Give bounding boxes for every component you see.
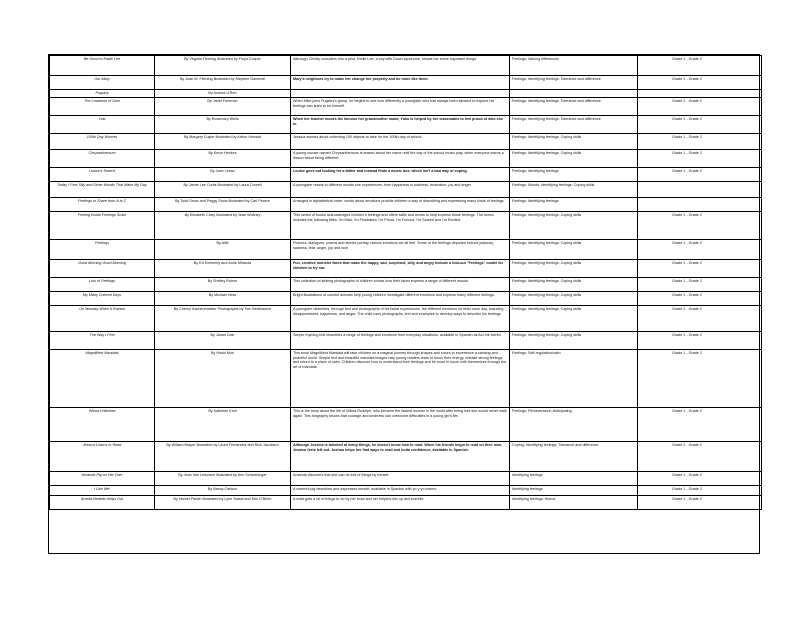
grade-cell: Grade 1 - Grade 2 xyxy=(638,496,762,510)
themes-cell: Feelings; Valuing differences xyxy=(510,56,638,76)
author-cell: By Jamie Lee Curtis Illustrated by Laura Cornell xyxy=(155,182,291,198)
themes-cell: Feelings; Perseverance; Anticipating xyxy=(510,408,638,442)
title-cell: Our Mary xyxy=(50,76,155,90)
table-row xyxy=(50,306,762,332)
table-row xyxy=(50,278,762,292)
grade-cell xyxy=(638,198,762,212)
themes-cell: Feelings; Identifying feelings; Coping skills xyxy=(510,150,638,168)
grade-cell: Grade 1 - Grade 2 xyxy=(638,260,762,278)
table-row xyxy=(50,350,762,408)
table-row xyxy=(50,90,762,98)
summary-cell: A cheerful pig describes and expresses herself, available in Spanish with yo y yo mismo. xyxy=(291,486,510,496)
grade-cell: Grade 1 - Grade 2 xyxy=(638,212,762,240)
book-list-sheet xyxy=(48,54,760,554)
title-cell: Pugsley xyxy=(50,90,155,98)
themes-cell: Feelings; Identifying feelings; Coping skills xyxy=(510,306,638,332)
themes-cell: Feelings; Identifying feelings; Tolerance and difference xyxy=(510,98,638,116)
table-row xyxy=(50,150,762,168)
title-cell: Today I Feel Silly and Other Moods That Make My Day xyxy=(50,182,155,198)
author-cell: By Shelley Rotner xyxy=(155,278,291,292)
table-row xyxy=(50,198,762,212)
themes-cell: Feelings; Identifying feelings; Coping skills xyxy=(510,278,638,292)
title-cell: The Lowdown of Sam xyxy=(50,98,155,116)
summary-cell: A maid gets a lot of things to do by her boss and her helpers mix up and bumble. xyxy=(291,496,510,510)
table-row xyxy=(50,292,762,306)
title-cell: Feelings to Share from A to Z xyxy=(50,198,155,212)
grade-cell: Grade 1 - Grade 2 xyxy=(638,350,762,408)
summary-cell: Simple rhyming text describes a range of feelings and emotions from everyday situations, available in Spanish as Así me siento. xyxy=(291,332,510,350)
themes-cell: Feelings; Identifying feelings; Tolerance and difference xyxy=(510,116,638,134)
grade-cell: Grade 1 - Grade 2 xyxy=(638,98,762,116)
author-cell: By Elizabeth Crary Illustrated by Jean Whitney xyxy=(155,212,291,240)
grade-cell xyxy=(638,182,762,198)
table-row xyxy=(50,240,762,260)
grade-cell: Grade 1 - Grade 2 xyxy=(638,240,762,260)
author-cell: By Janet Freeman xyxy=(155,98,291,116)
author-cell: By Michael Hess xyxy=(155,292,291,306)
table-row xyxy=(50,182,762,198)
grade-cell: Grade 1 - Grade 2 xyxy=(638,168,762,182)
table-row xyxy=(50,332,762,350)
themes-cell: Feelings; Moods; Identifying feelings; Coping skills xyxy=(510,182,638,198)
table-row xyxy=(50,442,762,472)
themes-cell: Coping; Identifying feelings; Tolerance and difference xyxy=(510,442,638,472)
author-cell: By Jean M. Fleming Illustrated by Stephen Gammell xyxy=(155,76,291,90)
author-cell: By Kathleen Krull xyxy=(155,408,291,442)
grade-cell: Grade 1 - Grade 2 xyxy=(638,76,762,90)
grade-cell: Grade 1 - Grade 2 xyxy=(638,486,762,496)
author-cell: By Todd Snow and Peggy Snow Illustrated by Carl Pearce xyxy=(155,198,291,212)
title-cell: Yuki xyxy=(50,116,155,134)
summary-cell: Bright illustrations of colorful animals help young children investigate different emotions and express many different feelings. xyxy=(291,292,510,306)
themes-cell: Feelings; Identifying feelings xyxy=(510,168,638,182)
author-cell: By Hiroki Mori xyxy=(155,350,291,408)
summary-cell xyxy=(291,90,510,98)
author-cell: By Kevin Henkes xyxy=(155,150,291,168)
table-body xyxy=(50,56,762,510)
author-cell: By Harriet Parish Illustrated by Lynn Sweat and Erin O'Brien xyxy=(155,496,291,510)
themes-cell: Identifying feelings; Humor xyxy=(510,496,638,510)
title-cell: Feeling Inside Feelings Scale xyxy=(50,212,155,240)
summary-cell: Arranged in alphabetical order, words about emotions provide children a way of describing and expressing many kinds of feelings. xyxy=(291,198,510,212)
grade-cell: Grade 1 - Grade 2 xyxy=(638,332,762,350)
table-row xyxy=(50,134,762,150)
grade-cell: Grade 1 - Grade 2 xyxy=(638,134,762,150)
author-cell: By Ed Emberley and Anne Miranda xyxy=(155,260,291,278)
summary-cell: Although Christy considers him a pest, Eddie Lee, a boy with Down syndrome, shows her some important things. xyxy=(291,56,510,76)
table-row xyxy=(50,168,762,182)
author-cell: By Virginia Fleming Illustrated by Floyd Cooper xyxy=(155,56,291,76)
table-row xyxy=(50,76,762,90)
author-cell: By Jean Van Leeuwen Illustrated by Ann Schweninger xyxy=(155,472,291,486)
title-cell: On Monday When It Rained xyxy=(50,306,155,332)
author-cell: By Aliki xyxy=(155,240,291,260)
table-row xyxy=(50,486,762,496)
summary-cell: A youngster describes, through text and photographs of his facial expressions, the different emotions he feels each day, including disappointment, happiness, and anger. The child uses photographs, text and examples to develop ways to describe his feelings. xyxy=(291,306,510,332)
themes-cell: Feelings; Identifying feelings; Coping skills xyxy=(510,332,638,350)
table-row xyxy=(50,408,762,442)
themes-cell: Feelings; Identifying feelings; Coping skills xyxy=(510,134,638,150)
title-cell: Feelings xyxy=(50,240,155,260)
title-cell: 100th Day Worries xyxy=(50,134,155,150)
summary-cell: Fun, creative monster faces that make the happy, sad, surprised, silly, and angry include a fold-out "Feelings" model for children to try out. xyxy=(291,260,510,278)
themes-cell: Feelings; Identifying feelings; Coping skills xyxy=(510,212,638,240)
summary-cell: Louise goes out looking for a father and instead finds a music box, which isn't a bad way of coping. xyxy=(291,168,510,182)
title-cell: Wilma Unlimited xyxy=(50,408,155,442)
author-cell: By Joan Lexau xyxy=(155,168,291,182)
title-cell: Louise's Search xyxy=(50,168,155,182)
summary-cell: This series of books acknowledges children's feelings and offers skills and words to help express those feelings. The series includes the following titles: I'm Mad, I'm Frustrated, I'm Proud, I'm Furious, I'm Scared and I'm Excited. xyxy=(291,212,510,240)
grade-cell: Grade 1 - Grade 2 xyxy=(638,292,762,306)
summary-cell: A young mouse named Chrysanthemum is teased about her name until the day of the school music play, when everyone learns a lesson about being different. xyxy=(291,150,510,168)
summary-cell: Although Jessica is talented at many things, he doesn't know how to read. When his friends begin to read on their own, Jessica feels left out. Joshua helps her find ways to read and build confidence, available in Spanish. xyxy=(291,442,510,472)
themes-cell xyxy=(510,90,638,98)
summary-cell: When her teacher mocks the kimono her grandmother made, Yoko is helped by her classmates to feel proud of who she is. xyxy=(291,116,510,134)
author-cell: By Janan Cain xyxy=(155,332,291,350)
summary-cell: This is the story about the life of Wilma Rudolph, who became the fastest woman in the world after being told she would never walk again. This biography shows that courage and kindness can overcome difficulties in a young girl's life. xyxy=(291,408,510,442)
summary-cell: Mary's neighbors try to make her change her property and be more like them. xyxy=(291,76,510,90)
table-row xyxy=(50,472,762,486)
grade-cell: Grade 1 - Grade 2 xyxy=(638,150,762,168)
summary-cell: When Mike joins Pugsley's group, he begins to see how differently a youngster who has always been allowed to explore his feelings can learn to be himself. xyxy=(291,98,510,116)
grade-cell xyxy=(638,90,762,98)
author-cell: By Cherryl Kachenmeister Photographs by Tom Berthiaume xyxy=(155,306,291,332)
grade-cell: Grade 1 - Grade 2 xyxy=(638,442,762,472)
themes-cell: Feelings; Identifying feelings xyxy=(510,198,638,212)
table-row xyxy=(50,98,762,116)
title-cell: Lots of Feelings xyxy=(50,278,155,292)
title-cell: Good Morning Good Morning xyxy=(50,260,155,278)
author-cell: By Rosemary Wells xyxy=(155,116,291,134)
title-cell: I Like Me! xyxy=(50,486,155,496)
grade-cell: Grade 1 - Grade 2 xyxy=(638,56,762,76)
grade-cell: Grade 1 - Grade 2 xyxy=(638,306,762,332)
summary-cell: Amanda discovers that she can do lots of things by herself. xyxy=(291,472,510,486)
themes-cell: Feelings; Identifying feelings; Coping skills xyxy=(510,260,638,278)
summary-cell: Jessica worries about collecting 100 objects to take for the 100th day of school. xyxy=(291,134,510,150)
themes-cell: Feelings; Self-regulation/calm xyxy=(510,350,638,408)
title-cell: My Many Colored Days xyxy=(50,292,155,306)
title-cell: The Way I Feel xyxy=(50,332,155,350)
table-row xyxy=(50,116,762,134)
author-cell: By William Brayer Illustrated by Laura Fernandez and Rick Jacobson xyxy=(155,442,291,472)
themes-cell: Feelings; Identifying feelings; Tolerance and difference xyxy=(510,76,638,90)
summary-cell: This book Magnifilent Mandala will take children on a magical journey through shapes and colors to experience a calming and peaceful world. Simple text and beautiful mandala images help young readers learn to focus their energy, release strong feelings and return to a place of calm. Children discover how to understand their feelings and be more in touch with themselves through the art of mandala. xyxy=(291,350,510,408)
table-row xyxy=(50,496,762,510)
summary-cell: Pictures, dialogues, poems and stories portray various emotions we all feel. Some of the feelings depicted include jealousy, sadness, fear, anger, joy and love. xyxy=(291,240,510,260)
table-row xyxy=(50,260,762,278)
grade-cell: Grade 1 - Grade 2 xyxy=(638,472,762,486)
book-list-table xyxy=(49,55,762,510)
title-cell: Amelia Bedelia Helps Out xyxy=(50,496,155,510)
title-cell: Be Good to Eddie Lee xyxy=(50,56,155,76)
title-cell: Chrysanthemum xyxy=(50,150,155,168)
title-cell: Magnifilent Mandala xyxy=(50,350,155,408)
grade-cell: Grade 1 - Grade 2 xyxy=(638,278,762,292)
themes-cell: Identifying feelings xyxy=(510,486,638,496)
author-cell: By Nancy Carlson xyxy=(155,486,291,496)
themes-cell: Feelings; Identifying feelings; Coping skills xyxy=(510,240,638,260)
author-cell: By Andrea U'Ren xyxy=(155,90,291,98)
author-cell: By Margery Cuyler Illustrated by Arthur Howard xyxy=(155,134,291,150)
themes-cell: Identifying feelings xyxy=(510,472,638,486)
grade-cell: Grade 1 - Grade 2 xyxy=(638,116,762,134)
summary-cell: A youngster reacts to different moods she experiences, from happiness to sadness, frustration, joy and anger. xyxy=(291,182,510,198)
title-cell: Amanda Pig on Her Own xyxy=(50,472,155,486)
title-cell: Jessica Learns to Read xyxy=(50,442,155,472)
grade-cell: Grade 1 - Grade 2 xyxy=(638,408,762,442)
table-row xyxy=(50,56,762,76)
summary-cell: This collection of striking photographs of children shows how their faces express a range of different moods. xyxy=(291,278,510,292)
table-row xyxy=(50,212,762,240)
themes-cell: Feelings; Identifying feelings; Coping skills xyxy=(510,292,638,306)
